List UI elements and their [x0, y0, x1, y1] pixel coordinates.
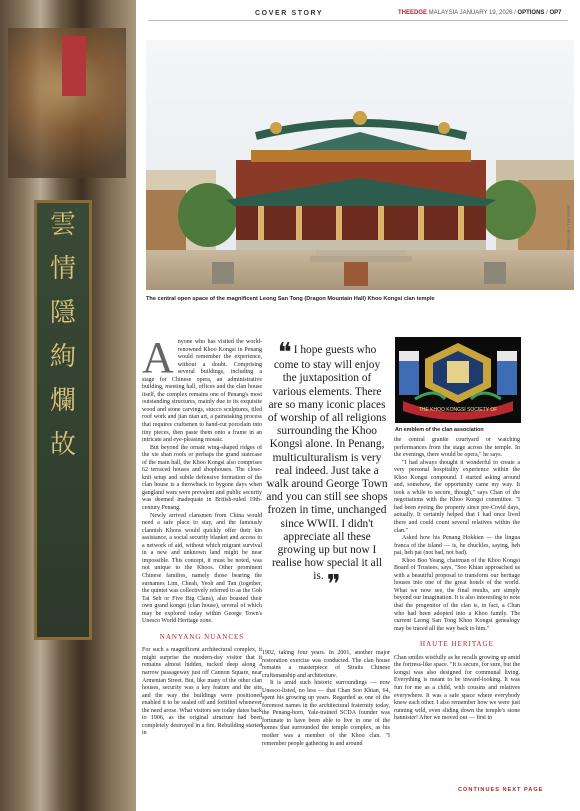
article-column-3 — [394, 437, 520, 723]
lead-paragraph-text: nyone who has visited the world-renowned Khoo Kongsi in Penang would remember the experience, without a doubt. Comprising several buildings, including a stage for Chinese opera, an administrative building, meeting hall, offices and the clan house itself, the complex remains one of Penang's most outstanding structures, mainly due to its exquisite wood and stone carvings, stucco sculptures, tiled roof work and jian nian art, a painstaking process that requires craftsmen to hand-cut porcelain into tiny pieces, then paste them onto a frame in an intricate and eye-pleasing mosaic. — [142, 339, 262, 444]
body-paragraph: Chan smiles wistfully as he recalls growing up amid the fortress-like space. "It is secure, for sure, but the kongsi was also designed for communal living. Everything is meant to be inward-looking. It was fun for me as a child, with cousins and relatives everywhere. It was a safe space where everybody knew each other. I also remember how we were just running wild, even sliding down the temple's stone bannister! After we moved out — first to — [394, 654, 520, 722]
clan-emblem-photo — [395, 337, 521, 423]
clan-emblem-illustration — [395, 337, 521, 423]
header-rule — [148, 20, 568, 21]
lead-paragraph — [142, 333, 262, 445]
temple-photo — [146, 40, 574, 290]
subheading: HAUTE HERITAGE — [420, 640, 494, 649]
calligraphy-glyph: 爛 — [49, 386, 76, 416]
publication-line: THEEDGE MALAYSIA JANUARY 19, 2026 / OPTIONS / OP7 — [398, 10, 562, 16]
emblem-caption: An emblem of the clan association — [395, 427, 484, 433]
red-plaque — [62, 36, 86, 96]
body-paragraph: It is amid such historic surroundings — now Unesco-listed, no less — that Chan Soo Khian, 64, spent his growing up years. Regarded as one of the foremost names in the architectural fraternity today, the Penang-born, Yale-trained SCDA founder was fortunate to have been able to live in one of the homes that surrounded the temple complex, as his mother was a member of the Khoo clan. "I remember people gathering in and around — [262, 680, 390, 747]
calligraphy-glyph: 絢 — [49, 342, 76, 372]
pull-quote-text: I hope guests who come to stay will enjoy the juxtaposition of various elements. There are so many iconic places of worship of all religions surrounding the Khoo Kongsi alone. In Penang, multiculturalism is very real indeed. Just take a walk around George Town and you can still see shops frozen in time, unchanged since WWII. I didn't appreciate all these growing up but now I realise how special it all is. — [266, 344, 388, 583]
emblem-banner-text: THE KHOO KONGSI SOCIETY OF — [418, 407, 498, 413]
body-paragraph: Khoo Boo Yeang, chairman of the Khoo Kongsi Board of Trustees, says, "Soo Khian approached us with a beautiful proposal to transform our heritage houses into one of the great hotels of the world. What we now see, the final results, are simply beyond our imagination. It is also interesting to note that the progenitor of the clan is, in fact, a Chan who had been adopted into a Khoo family. The current Leong San Tong Khoo Kongsi genealogy may be traced all the way back to him." — [394, 557, 520, 632]
calligraphy-glyph: 情 — [49, 254, 76, 284]
body-paragraph: Newly arrived clansmen from China would need a safe place to stay, and the famously clannish Khoos would quickly offer their kin assistance, a social security blanket and access to a network of aid, without which migrant survival in a new and unknown land might be near impossible. This concept, it must be noted, was not unique to the Khoos. Other prominent Chinese families, namely those bearing the surnames Lim, Cheah, Yeoh and Tan (together, the quintet was collectively referred to as the Goh Tai Seh or Five Big Clans), also boasted their own grand kongsi (clan house), several of which may be explored today within George Town's Unesco World Heritage zone. — [142, 512, 262, 625]
body-paragraph: "I had always thought it wonderful to create a very personal hospitality experience within the Khoo Kongsi compound. I started asking around and, somehow, the opportunity came my way. It took a while to secure, though," says Chan of the negotiations with the Khoo Kongsi committee. "I had been eyeing the property since pre-Covid days, actually. It certainly helped that I had once lived there and could count several relatives within the clan." — [394, 459, 520, 534]
page-number: OP7 — [549, 10, 562, 16]
body-paragraph: Asked how his Penang Hokkien — the lingua franca of the island — is, he chuckles, saying, heh pai, heh pai (not bad, not bad). — [394, 535, 520, 557]
calligraphy-panel — [34, 200, 92, 640]
body-paragraph: the central granite courtyard or watching performances from the stage across the temple. In the evenings, there would be opera," he says. — [394, 437, 520, 459]
photo-credit: ©SEAN LAI / THE EDGE — [566, 205, 571, 250]
publication-suffix: MALAYSIA — [427, 10, 458, 16]
calligraphy-glyph: 故 — [49, 430, 76, 460]
section-label: COVER STORY — [255, 10, 324, 17]
article-column-1 — [142, 333, 263, 738]
article-column-2 — [262, 650, 390, 748]
pull-quote-block — [266, 338, 388, 600]
publication-name: THEEDGE — [398, 10, 428, 16]
photo-caption: The central open space of the magnificent Leong San Tong (Dragon Mountain Hall) Khoo Kongsi clan temple — [146, 296, 435, 302]
subheading: NANYANG NUANCES — [159, 632, 245, 641]
calligraphy-glyph: 隱 — [49, 298, 76, 328]
temple-illustration — [146, 40, 574, 290]
pull-quote — [266, 338, 388, 600]
issue-date: JANUARY 19, 2026 — [459, 10, 513, 16]
continues-next-page: CONTINUES NEXT PAGE — [458, 787, 544, 793]
body-paragraph: But beyond the ornate wing-shaped ridges of the xie shan roofs or perhaps the grand staircase of the main hall, the Khoo Kongsi also comprises 62 terraced houses and shophouses. The close-knit setup and subtle defensive formation of the clan house is a throwback to bygone days when gangland wars were prevalent and public security was deemed inadequate in British-ruled 19th-century Penang. — [142, 444, 262, 512]
close-quote-icon: ❞ — [326, 570, 341, 600]
decorative-temple-photo-strip — [0, 0, 136, 811]
body-paragraph: For such a magnificent architectural complex, it might surprise the modern-day visitor that it remains almost hidden, tucked deep along a narrow passageway just off Cannon Square, near Armenian Street. But, like many of the other clan houses, security was a key feature and the site and the way the buildings were positioned enabled it to be sealed off and fortified whenever the need arose. What visitors see today dates back to 1906, as the original structure had been completely destroyed in a fire. Rebuilding started in — [142, 647, 263, 737]
calligraphy-glyph: 雲 — [49, 210, 76, 240]
body-paragraph: 1902, taking four years. In 2001, another major restoration exercise was conducted. The clan house remains a masterpiece of Straits Chinese craftsmanship and architecture. — [262, 650, 390, 679]
drop-cap: A — [142, 333, 174, 382]
open-quote-icon: ❝ — [277, 338, 292, 367]
section-name: OPTIONS — [517, 10, 545, 16]
